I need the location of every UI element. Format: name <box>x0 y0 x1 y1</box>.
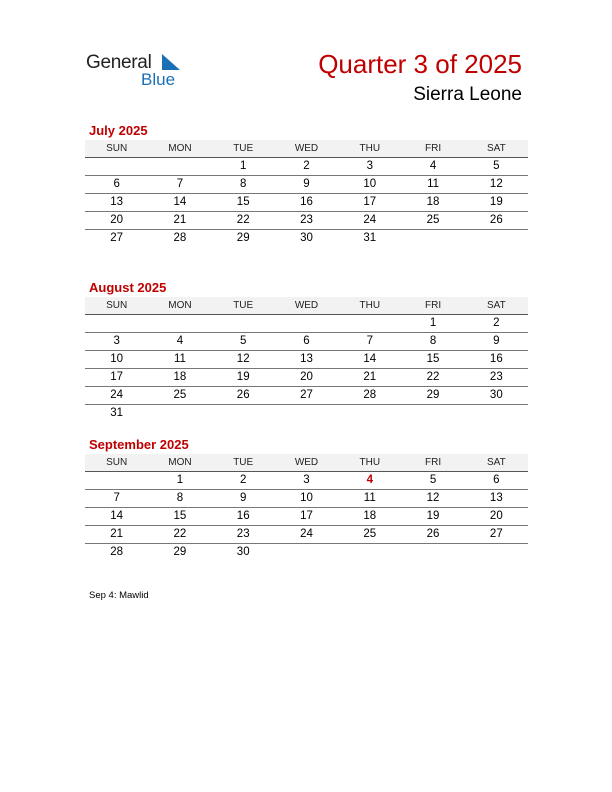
day-cell: 3 <box>113 335 120 347</box>
day-cell: 14 <box>110 510 124 522</box>
weekday-label: THU <box>359 300 381 311</box>
day-cell: 29 <box>426 389 440 401</box>
month-calendar <box>85 279 528 422</box>
day-cell: 6 <box>303 335 310 347</box>
weekday-label: THU <box>359 143 381 154</box>
weekday-label: MON <box>168 143 192 154</box>
day-cell: 1 <box>240 160 247 172</box>
day-cell <box>275 544 338 561</box>
day-cell <box>465 230 528 247</box>
day-cell: 27 <box>489 528 503 540</box>
day-cell: 21 <box>363 371 377 383</box>
day-cell: 26 <box>426 528 440 540</box>
day-cell: 28 <box>110 546 124 558</box>
weekday-label: TUE <box>233 457 254 468</box>
day-cell: 5 <box>429 474 437 486</box>
day-cell: 14 <box>363 353 377 365</box>
day-cell: 10 <box>363 178 377 190</box>
weekday-label: SUN <box>106 457 128 468</box>
day-cell: 22 <box>236 214 250 226</box>
day-cell: 3 <box>303 474 310 486</box>
month-title: September 2025 <box>89 437 189 452</box>
weekday-header <box>85 297 528 315</box>
day-cell: 19 <box>426 510 440 522</box>
day-cell: 4 <box>429 160 437 172</box>
day-cell: 15 <box>236 196 250 208</box>
day-cell: 13 <box>110 196 124 208</box>
day-cell: 12 <box>236 353 250 365</box>
day-cell: 27 <box>300 389 313 401</box>
day-cell: 5 <box>240 335 247 347</box>
month-title: July 2025 <box>89 123 148 138</box>
day-cell: 8 <box>240 178 247 190</box>
day-cell: 2 <box>240 474 247 486</box>
day-cell <box>465 405 528 422</box>
day-cell: 16 <box>236 510 250 522</box>
day-cell: 31 <box>363 232 377 244</box>
day-cell: 9 <box>240 492 247 504</box>
week-row <box>85 526 528 544</box>
day-cell: 27 <box>110 232 124 244</box>
day-cell <box>275 405 338 422</box>
day-cell: 29 <box>236 232 250 244</box>
day-cell: 18 <box>426 196 440 208</box>
day-cell: 11 <box>363 492 376 504</box>
weekday-label: SAT <box>486 300 506 311</box>
day-cell: 13 <box>300 353 313 365</box>
day-cell: 3 <box>366 160 373 172</box>
day-cell: 23 <box>489 371 503 383</box>
day-cell: 20 <box>489 510 503 522</box>
day-cell: 2 <box>303 160 310 172</box>
day-cell: 18 <box>173 371 187 383</box>
day-cell: 28 <box>363 389 377 401</box>
day-cell <box>148 158 211 175</box>
day-cell: 7 <box>176 178 184 190</box>
day-cell: 17 <box>110 371 124 383</box>
day-cell <box>212 405 275 422</box>
weekday-label: SUN <box>106 300 128 311</box>
day-cell: 22 <box>173 528 187 540</box>
week-row <box>85 158 528 176</box>
day-cell: 2 <box>493 317 500 329</box>
day-cell <box>338 405 401 422</box>
day-cell: 8 <box>429 335 437 347</box>
day-cell: 31 <box>110 407 124 419</box>
week-row <box>85 369 528 387</box>
day-cell <box>401 544 464 561</box>
weekday-label: FRI <box>424 300 442 311</box>
day-cell: 22 <box>426 371 440 383</box>
quarter-title: Quarter 3 of 2025 <box>318 49 522 79</box>
day-cell: 25 <box>173 389 187 401</box>
weekday-label: SUN <box>106 143 128 154</box>
weekday-label: TUE <box>233 143 254 154</box>
day-cell: 26 <box>489 214 503 226</box>
weekday-label: MON <box>168 300 192 311</box>
day-cell: 6 <box>493 474 500 486</box>
day-cell <box>465 544 528 561</box>
weekday-label: FRI <box>424 457 442 468</box>
weekday-label: SAT <box>486 143 506 154</box>
day-cell: 15 <box>173 510 187 522</box>
week-row <box>85 544 528 561</box>
day-cell <box>338 544 401 561</box>
week-row <box>85 194 528 212</box>
week-row <box>85 230 528 247</box>
weekday-label: SAT <box>486 457 506 468</box>
day-cell <box>148 405 211 422</box>
day-cell: 30 <box>236 546 250 558</box>
day-cell: 20 <box>110 214 124 226</box>
day-cell: 4 <box>176 335 184 347</box>
day-cell: 10 <box>110 353 124 365</box>
day-cell: 30 <box>300 232 313 244</box>
day-cell: 8 <box>176 492 184 504</box>
day-cell: 15 <box>426 353 440 365</box>
weekday-header <box>85 140 528 158</box>
day-cell: 6 <box>113 178 120 190</box>
week-row <box>85 212 528 230</box>
day-cell: 26 <box>236 389 250 401</box>
logo-flag-icon <box>160 54 180 70</box>
day-cell: 16 <box>489 353 503 365</box>
month-calendar <box>85 436 528 561</box>
weekday-label: WED <box>294 300 319 311</box>
holiday-notes <box>89 590 149 601</box>
day-cell: 24 <box>300 528 313 540</box>
day-cell: 7 <box>366 335 373 347</box>
day-cell: 28 <box>173 232 187 244</box>
day-cell <box>148 315 211 332</box>
day-cell: 25 <box>426 214 440 226</box>
day-cell: 11 <box>173 353 186 365</box>
weekday-label: TUE <box>233 300 254 311</box>
country-name: Sierra Leone <box>413 84 522 105</box>
day-cell <box>401 405 464 422</box>
week-row <box>85 472 528 490</box>
week-row <box>85 315 528 333</box>
day-cell <box>338 315 401 332</box>
day-cell: 17 <box>363 196 377 208</box>
month-calendar <box>85 122 528 247</box>
day-cell: 23 <box>300 214 313 226</box>
week-row <box>85 508 528 526</box>
weekday-label: MON <box>168 457 192 468</box>
day-cell: 25 <box>363 528 377 540</box>
week-row <box>85 387 528 405</box>
day-cell: 24 <box>110 389 124 401</box>
day-cell: 13 <box>489 492 503 504</box>
day-cell: 14 <box>173 196 187 208</box>
day-cell: 23 <box>236 528 250 540</box>
logo-text-general: General <box>86 52 152 73</box>
weekday-label: THU <box>359 457 381 468</box>
day-cell: 12 <box>426 492 440 504</box>
weekday-label: FRI <box>424 143 442 154</box>
day-cell <box>275 315 338 332</box>
week-row <box>85 176 528 194</box>
day-cell: 19 <box>489 196 503 208</box>
day-cell: 12 <box>489 178 503 190</box>
day-cell: 17 <box>300 510 313 522</box>
day-cell: 1 <box>176 474 184 486</box>
day-cell: 7 <box>113 492 120 504</box>
day-cell <box>85 158 148 175</box>
holiday-note: Sep 4: Mawlid <box>89 590 149 601</box>
month-title: August 2025 <box>89 280 167 295</box>
holiday-day-cell: 4 <box>366 474 373 486</box>
day-cell <box>85 472 148 489</box>
day-cell: 1 <box>429 317 437 329</box>
day-cell: 10 <box>300 492 313 504</box>
weekday-header <box>85 454 528 472</box>
week-row <box>85 351 528 369</box>
day-cell: 18 <box>363 510 377 522</box>
week-row <box>85 333 528 351</box>
day-cell <box>85 315 148 332</box>
day-cell: 5 <box>493 160 500 172</box>
day-cell <box>401 230 464 247</box>
week-row <box>85 490 528 508</box>
day-cell: 20 <box>300 371 313 383</box>
day-cell: 9 <box>303 178 310 190</box>
day-cell: 19 <box>236 371 250 383</box>
day-cell: 21 <box>173 214 187 226</box>
day-cell: 21 <box>110 528 124 540</box>
weekday-label: WED <box>294 457 319 468</box>
day-cell: 24 <box>363 214 377 226</box>
day-cell: 11 <box>427 178 440 190</box>
weekday-label: WED <box>294 143 319 154</box>
day-cell: 29 <box>173 546 187 558</box>
week-row <box>85 405 528 422</box>
generalblue-logo <box>86 52 186 92</box>
day-cell: 16 <box>300 196 313 208</box>
day-cell: 9 <box>493 335 500 347</box>
day-cell <box>212 315 275 332</box>
logo-text-blue: Blue <box>141 70 176 89</box>
day-cell: 30 <box>489 389 503 401</box>
